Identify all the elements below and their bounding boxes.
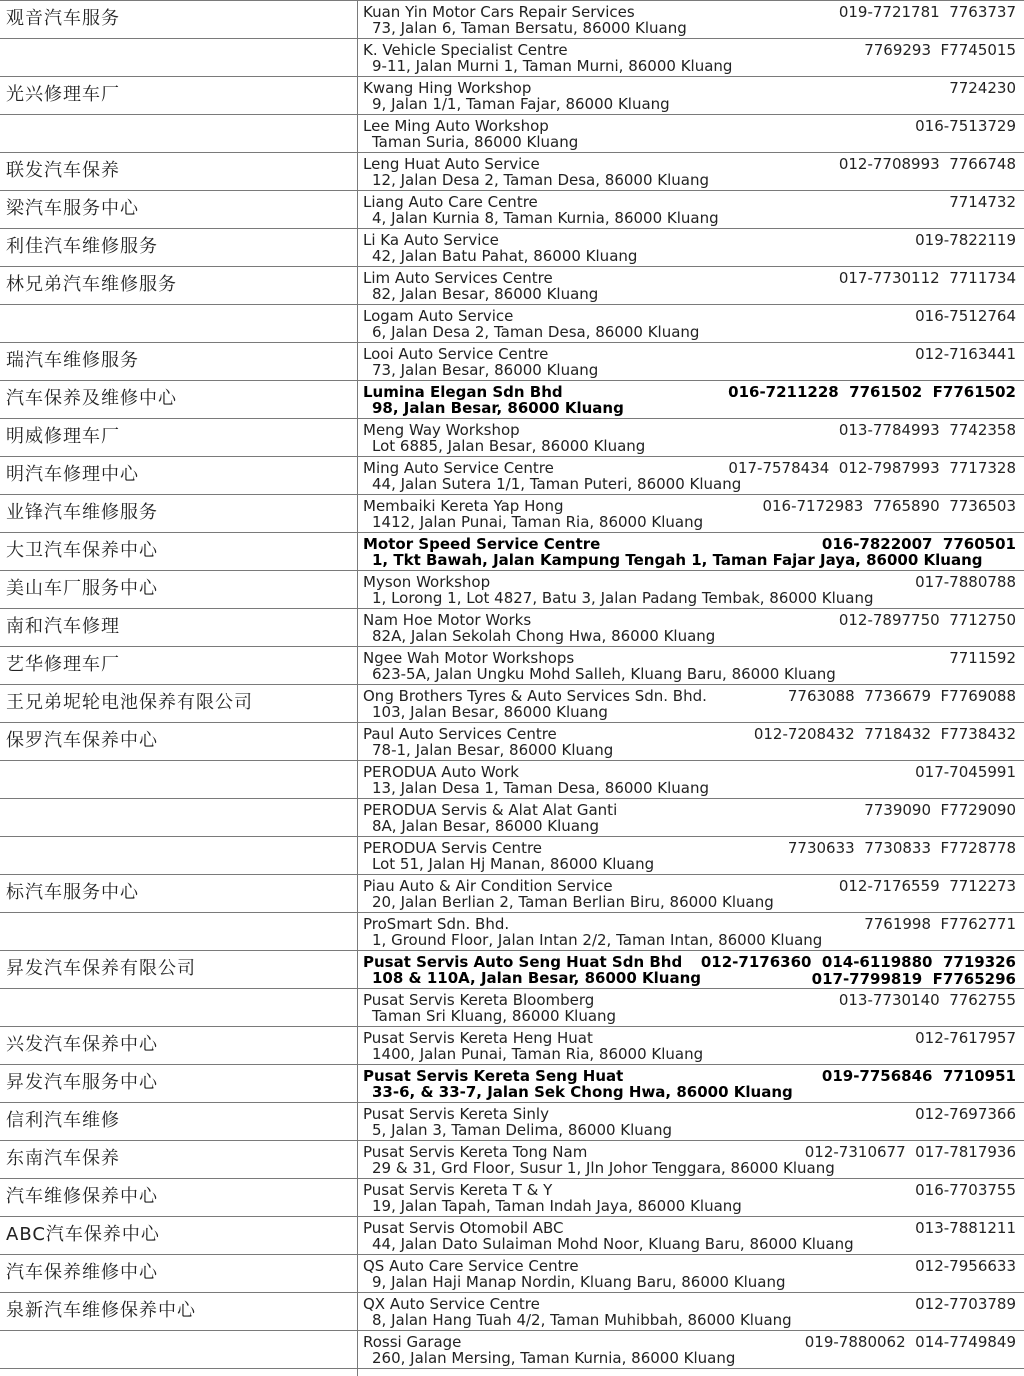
phone-numbers: 7730633 7730833 F7728778: [787, 839, 1016, 857]
business-address: 1412, Jalan Punai, Taman Ria, 86000 Kluang: [372, 513, 704, 531]
business-address: Taman Sri Kluang, 86000 Kluang: [372, 1007, 617, 1025]
business-address: Taman Suria, 86000 Kluang: [372, 133, 579, 151]
business-address: 260, Jalan Mersing, Taman Kurnia, 86000 Kluang: [372, 1349, 736, 1367]
business-address: 9, Jalan Haji Manap Nordin, Kluang Baru, 86000 Kluang: [372, 1273, 786, 1291]
business-address: Lot 6885, Jalan Besar, 86000 Kluang: [372, 437, 646, 455]
business-name: Pusat Servis Otomobil ABC: [363, 1219, 564, 1237]
chinese-name: 明威修理车厂: [6, 426, 120, 447]
business-name: PERODUA Auto Work: [363, 763, 519, 781]
phone-numbers: 017-7578434 012-7987993 7717328: [728, 459, 1016, 477]
business-name: Lee Ming Auto Workshop: [363, 117, 549, 135]
business-address: 73, Jalan 6, Taman Bersatu, 86000 Kluang: [372, 19, 687, 37]
phone-numbers: 7769293 F7745015: [864, 41, 1016, 59]
phone-numbers: 016-7822007 7760501: [821, 535, 1016, 553]
phone-numbers: 016-7172983 7765890 7736503: [762, 497, 1016, 515]
directory-rows: [0, 1, 1024, 1369]
phone-numbers: 019-7822119: [915, 231, 1016, 249]
phone-numbers: 012-7956633: [915, 1257, 1016, 1275]
business-name: Lim Auto Services Centre: [363, 269, 553, 287]
business-address: 33-6, & 33-7, Jalan Sek Chong Hwa, 86000 Kluang: [372, 1083, 793, 1101]
business-name: Liang Auto Care Centre: [363, 193, 538, 211]
listing-row: [0, 1217, 1024, 1255]
phone-numbers: 7724230: [949, 79, 1016, 97]
listing-row: [0, 989, 1024, 1027]
phone-numbers: 019-7756846 7710951: [821, 1067, 1016, 1085]
business-name: Logam Auto Service: [363, 307, 514, 325]
listing-row: [0, 875, 1024, 913]
phone-numbers: 016-7512764: [915, 307, 1016, 325]
business-name: Leng Huat Auto Service: [363, 155, 540, 173]
phone-numbers: 7711592: [949, 649, 1016, 667]
chinese-name: 兴发汽车保养中心: [6, 1034, 158, 1055]
listing-row: [0, 77, 1024, 115]
phone-numbers: 7739090 F7729090: [864, 801, 1016, 819]
phone-numbers: 012-7617957: [915, 1029, 1016, 1047]
business-address: 4, Jalan Kurnia 8, Taman Kurnia, 86000 Kluang: [372, 209, 719, 227]
business-name: Lumina Elegan Sdn Bhd: [363, 383, 563, 401]
business-name: QX Auto Service Centre: [363, 1295, 540, 1313]
chinese-name: 利佳汽车维修服务: [6, 236, 158, 257]
chinese-name: 林兄弟汽车维修服务: [6, 274, 177, 295]
phone-numbers: 017-7730112 7711734: [838, 269, 1016, 287]
chinese-name: 美山车厂服务中心: [6, 578, 158, 599]
listing-row: [0, 1179, 1024, 1217]
business-address: 8A, Jalan Besar, 86000 Kluang: [372, 817, 600, 835]
business-address: 9-11, Jalan Murni 1, Taman Murni, 86000 Kluang: [372, 57, 733, 75]
phone-numbers: 012-7208432 7718432 F7738432: [753, 725, 1016, 743]
phone-numbers: 013-7784993 7742358: [838, 421, 1016, 439]
business-address: Lot 51, Jalan Hj Manan, 86000 Kluang: [372, 855, 655, 873]
business-address: 1, Tkt Bawah, Jalan Kampung Tengah 1, Taman Fajar Jaya, 86000 Kluang: [372, 551, 983, 569]
phone-numbers: 019-7880062 014-7749849: [804, 1333, 1016, 1351]
business-name: Pusat Servis Auto Seng Huat Sdn Bhd: [363, 953, 683, 971]
phone-numbers: 7714732: [949, 193, 1016, 211]
phone-numbers: 012-7176360 014-6119880 7719326 017-7799819 F7765296: [700, 953, 1016, 988]
listing-row: [0, 1103, 1024, 1141]
business-address: 29 & 31, Grd Floor, Susur 1, Jln Johor Tenggara, 86000 Kluang: [372, 1159, 835, 1177]
chinese-name: 艺华修理车厂: [6, 654, 120, 675]
business-name: PERODUA Servis Centre: [363, 839, 543, 857]
phone-numbers: 012-7163441: [915, 345, 1016, 363]
business-address: 12, Jalan Desa 2, Taman Desa, 86000 Kluang: [372, 171, 709, 189]
business-name: Pusat Servis Kereta Heng Huat: [363, 1029, 593, 1047]
business-address: 42, Jalan Batu Pahat, 86000 Kluang: [372, 247, 638, 265]
chinese-name: 瑞汽车维修服务: [6, 350, 139, 371]
business-name: Pusat Servis Kereta Sinly: [363, 1105, 549, 1123]
listing-row: [0, 1293, 1024, 1331]
listing-row: [0, 1027, 1024, 1065]
business-address: 9, Jalan 1/1, Taman Fajar, 86000 Kluang: [372, 95, 670, 113]
chinese-name: ABC汽车保养中心: [6, 1224, 160, 1245]
chinese-name: 业锋汽车维修服务: [6, 502, 158, 523]
business-address: 108 & 110A, Jalan Besar, 86000 Kluang: [372, 969, 701, 987]
business-name: Myson Workshop: [363, 573, 491, 591]
business-address: 1, Ground Floor, Jalan Intan 2/2, Taman Intan, 86000 Kluang: [372, 931, 823, 949]
business-name: Rossi Garage: [363, 1333, 462, 1351]
listing-row: [0, 571, 1024, 609]
business-address: 44, Jalan Sutera 1/1, Taman Puteri, 86000 Kluang: [372, 475, 742, 493]
chinese-name: 东南汽车保养: [6, 1148, 120, 1169]
business-name: Kwang Hing Workshop: [363, 79, 532, 97]
chinese-name: 梁汽车服务中心: [6, 198, 139, 219]
chinese-name: 光兴修理车厂: [6, 84, 120, 105]
listing-row: [0, 419, 1024, 457]
phone-numbers: 016-7703755: [915, 1181, 1016, 1199]
chinese-name: 信利汽车维修: [6, 1110, 120, 1131]
phone-numbers: 017-7045991: [915, 763, 1016, 781]
listing-row: [0, 913, 1024, 951]
business-address: 1400, Jalan Punai, Taman Ria, 86000 Kluang: [372, 1045, 704, 1063]
business-address: 6, Jalan Desa 2, Taman Desa, 86000 Kluang: [372, 323, 700, 341]
listing-row: [0, 723, 1024, 761]
business-address: 8, Jalan Hang Tuah 4/2, Taman Muhibbah, 86000 Kluang: [372, 1311, 792, 1329]
listing-row: [0, 1255, 1024, 1293]
listing-row: [0, 305, 1024, 343]
chinese-name: 汽车维修保养中心: [6, 1186, 158, 1207]
business-name: QS Auto Care Service Centre: [363, 1257, 579, 1275]
business-name: Pusat Servis Kereta Tong Nam: [363, 1143, 588, 1161]
business-address: 78-1, Jalan Besar, 86000 Kluang: [372, 741, 614, 759]
phone-numbers: 017-7880788: [915, 573, 1016, 591]
chinese-name: 保罗汽车保养中心: [6, 730, 158, 751]
business-name: K. Vehicle Specialist Centre: [363, 41, 568, 59]
listing-row: [0, 1331, 1024, 1369]
chinese-name: 明汽车修理中心: [6, 464, 139, 485]
phone-numbers: 012-7708993 7766748: [838, 155, 1016, 173]
business-name: Looi Auto Service Centre: [363, 345, 549, 363]
listing-row: [0, 1141, 1024, 1179]
listing-row: [0, 609, 1024, 647]
listing-row: [0, 533, 1024, 571]
business-address: 103, Jalan Besar, 86000 Kluang: [372, 703, 608, 721]
phone-numbers: 012-7703789: [915, 1295, 1016, 1313]
business-name: Meng Way Workshop: [363, 421, 520, 439]
business-address: 1, Lorong 1, Lot 4827, Batu 3, Jalan Padang Tembak, 86000 Kluang: [372, 589, 874, 607]
business-name: Kuan Yin Motor Cars Repair Services: [363, 3, 635, 21]
phone-numbers: 012-7310677 017-7817936: [804, 1143, 1016, 1161]
chinese-name: 观音汽车服务: [6, 8, 120, 29]
listing-row: [0, 115, 1024, 153]
chinese-name: 昇发汽车保养有限公司: [6, 958, 196, 979]
phone-numbers: 012-7176559 7712273: [838, 877, 1016, 895]
business-name: Motor Speed Service Centre: [363, 535, 601, 553]
business-address: 5, Jalan 3, Taman Delima, 86000 Kluang: [372, 1121, 673, 1139]
listing-row: [0, 647, 1024, 685]
listing-row: [0, 761, 1024, 799]
listing-row: [0, 267, 1024, 305]
chinese-name: 标汽车服务中心: [6, 882, 139, 903]
listing-row: [0, 381, 1024, 419]
phone-numbers: 016-7211228 7761502 F7761502: [728, 383, 1016, 401]
phone-numbers: 013-7881211: [915, 1219, 1016, 1237]
listing-row: [0, 799, 1024, 837]
business-address: 82, Jalan Besar, 86000 Kluang: [372, 285, 599, 303]
business-name: Piau Auto & Air Condition Service: [363, 877, 613, 895]
business-name: Paul Auto Services Centre: [363, 725, 557, 743]
business-address: 73, Jalan Besar, 86000 Kluang: [372, 361, 599, 379]
business-address: 82A, Jalan Sekolah Chong Hwa, 86000 Kluang: [372, 627, 716, 645]
business-name: Pusat Servis Kereta T & Y: [363, 1181, 553, 1199]
business-name: Pusat Servis Kereta Seng Huat: [363, 1067, 624, 1085]
business-name: PERODUA Servis & Alat Alat Ganti: [363, 801, 618, 819]
listing-row: [0, 1, 1024, 39]
business-address: 623-5A, Jalan Ungku Mohd Salleh, Kluang Baru, 86000 Kluang: [372, 665, 836, 683]
phone-numbers: 7761998 F7762771: [864, 915, 1016, 933]
business-name: Li Ka Auto Service: [363, 231, 499, 249]
listing-row: [0, 343, 1024, 381]
phone-numbers: 016-7513729: [915, 117, 1016, 135]
business-name: Ngee Wah Motor Workshops: [363, 649, 575, 667]
business-address: 19, Jalan Tapah, Taman Indah Jaya, 86000 Kluang: [372, 1197, 742, 1215]
business-name: Membaiki Kereta Yap Hong: [363, 497, 564, 515]
business-name: Pusat Servis Kereta Bloomberg: [363, 991, 595, 1009]
phone-numbers: 019-7721781 7763737: [838, 3, 1016, 21]
chinese-name: 汽车保养及维修中心: [6, 388, 177, 409]
chinese-name: 泉新汽车维修保养中心: [6, 1300, 196, 1321]
chinese-name: 南和汽车修理: [6, 616, 120, 637]
phone-numbers: 012-7697366: [915, 1105, 1016, 1123]
listing-row: [0, 495, 1024, 533]
listing-row: [0, 153, 1024, 191]
phone-numbers: 012-7897750 7712750: [838, 611, 1016, 629]
phone-numbers: 7763088 7736679 F7769088: [787, 687, 1016, 705]
listing-row: [0, 951, 1024, 989]
listing-row: [0, 39, 1024, 77]
business-address: 20, Jalan Berlian 2, Taman Berlian Biru, 86000 Kluang: [372, 893, 774, 911]
business-name: Ming Auto Service Centre: [363, 459, 554, 477]
listing-row: [0, 229, 1024, 267]
listing-row: [0, 685, 1024, 723]
business-address: 44, Jalan Dato Sulaiman Mohd Noor, Kluang Baru, 86000 Kluang: [372, 1235, 854, 1253]
chinese-name: 联发汽车保养: [6, 160, 120, 181]
business-name: Nam Hoe Motor Works: [363, 611, 532, 629]
chinese-name: 王兄弟坭轮电池保养有限公司: [6, 692, 253, 713]
listing-row: [0, 191, 1024, 229]
chinese-name: 大卫汽车保养中心: [6, 540, 158, 561]
business-address: 98, Jalan Besar, 86000 Kluang: [372, 399, 624, 417]
business-name: ProSmart Sdn. Bhd.: [363, 915, 510, 933]
listing-row: [0, 1065, 1024, 1103]
chinese-name: 汽车保养维修中心: [6, 1262, 158, 1283]
business-address: 13, Jalan Desa 1, Taman Desa, 86000 Kluang: [372, 779, 709, 797]
listing-row: [0, 837, 1024, 875]
listing-row: [0, 457, 1024, 495]
chinese-name: 昇发汽车服务中心: [6, 1072, 158, 1093]
phone-numbers: 013-7730140 7762755: [838, 991, 1016, 1009]
business-name: Ong Brothers Tyres & Auto Services Sdn. Bhd.: [363, 687, 707, 705]
